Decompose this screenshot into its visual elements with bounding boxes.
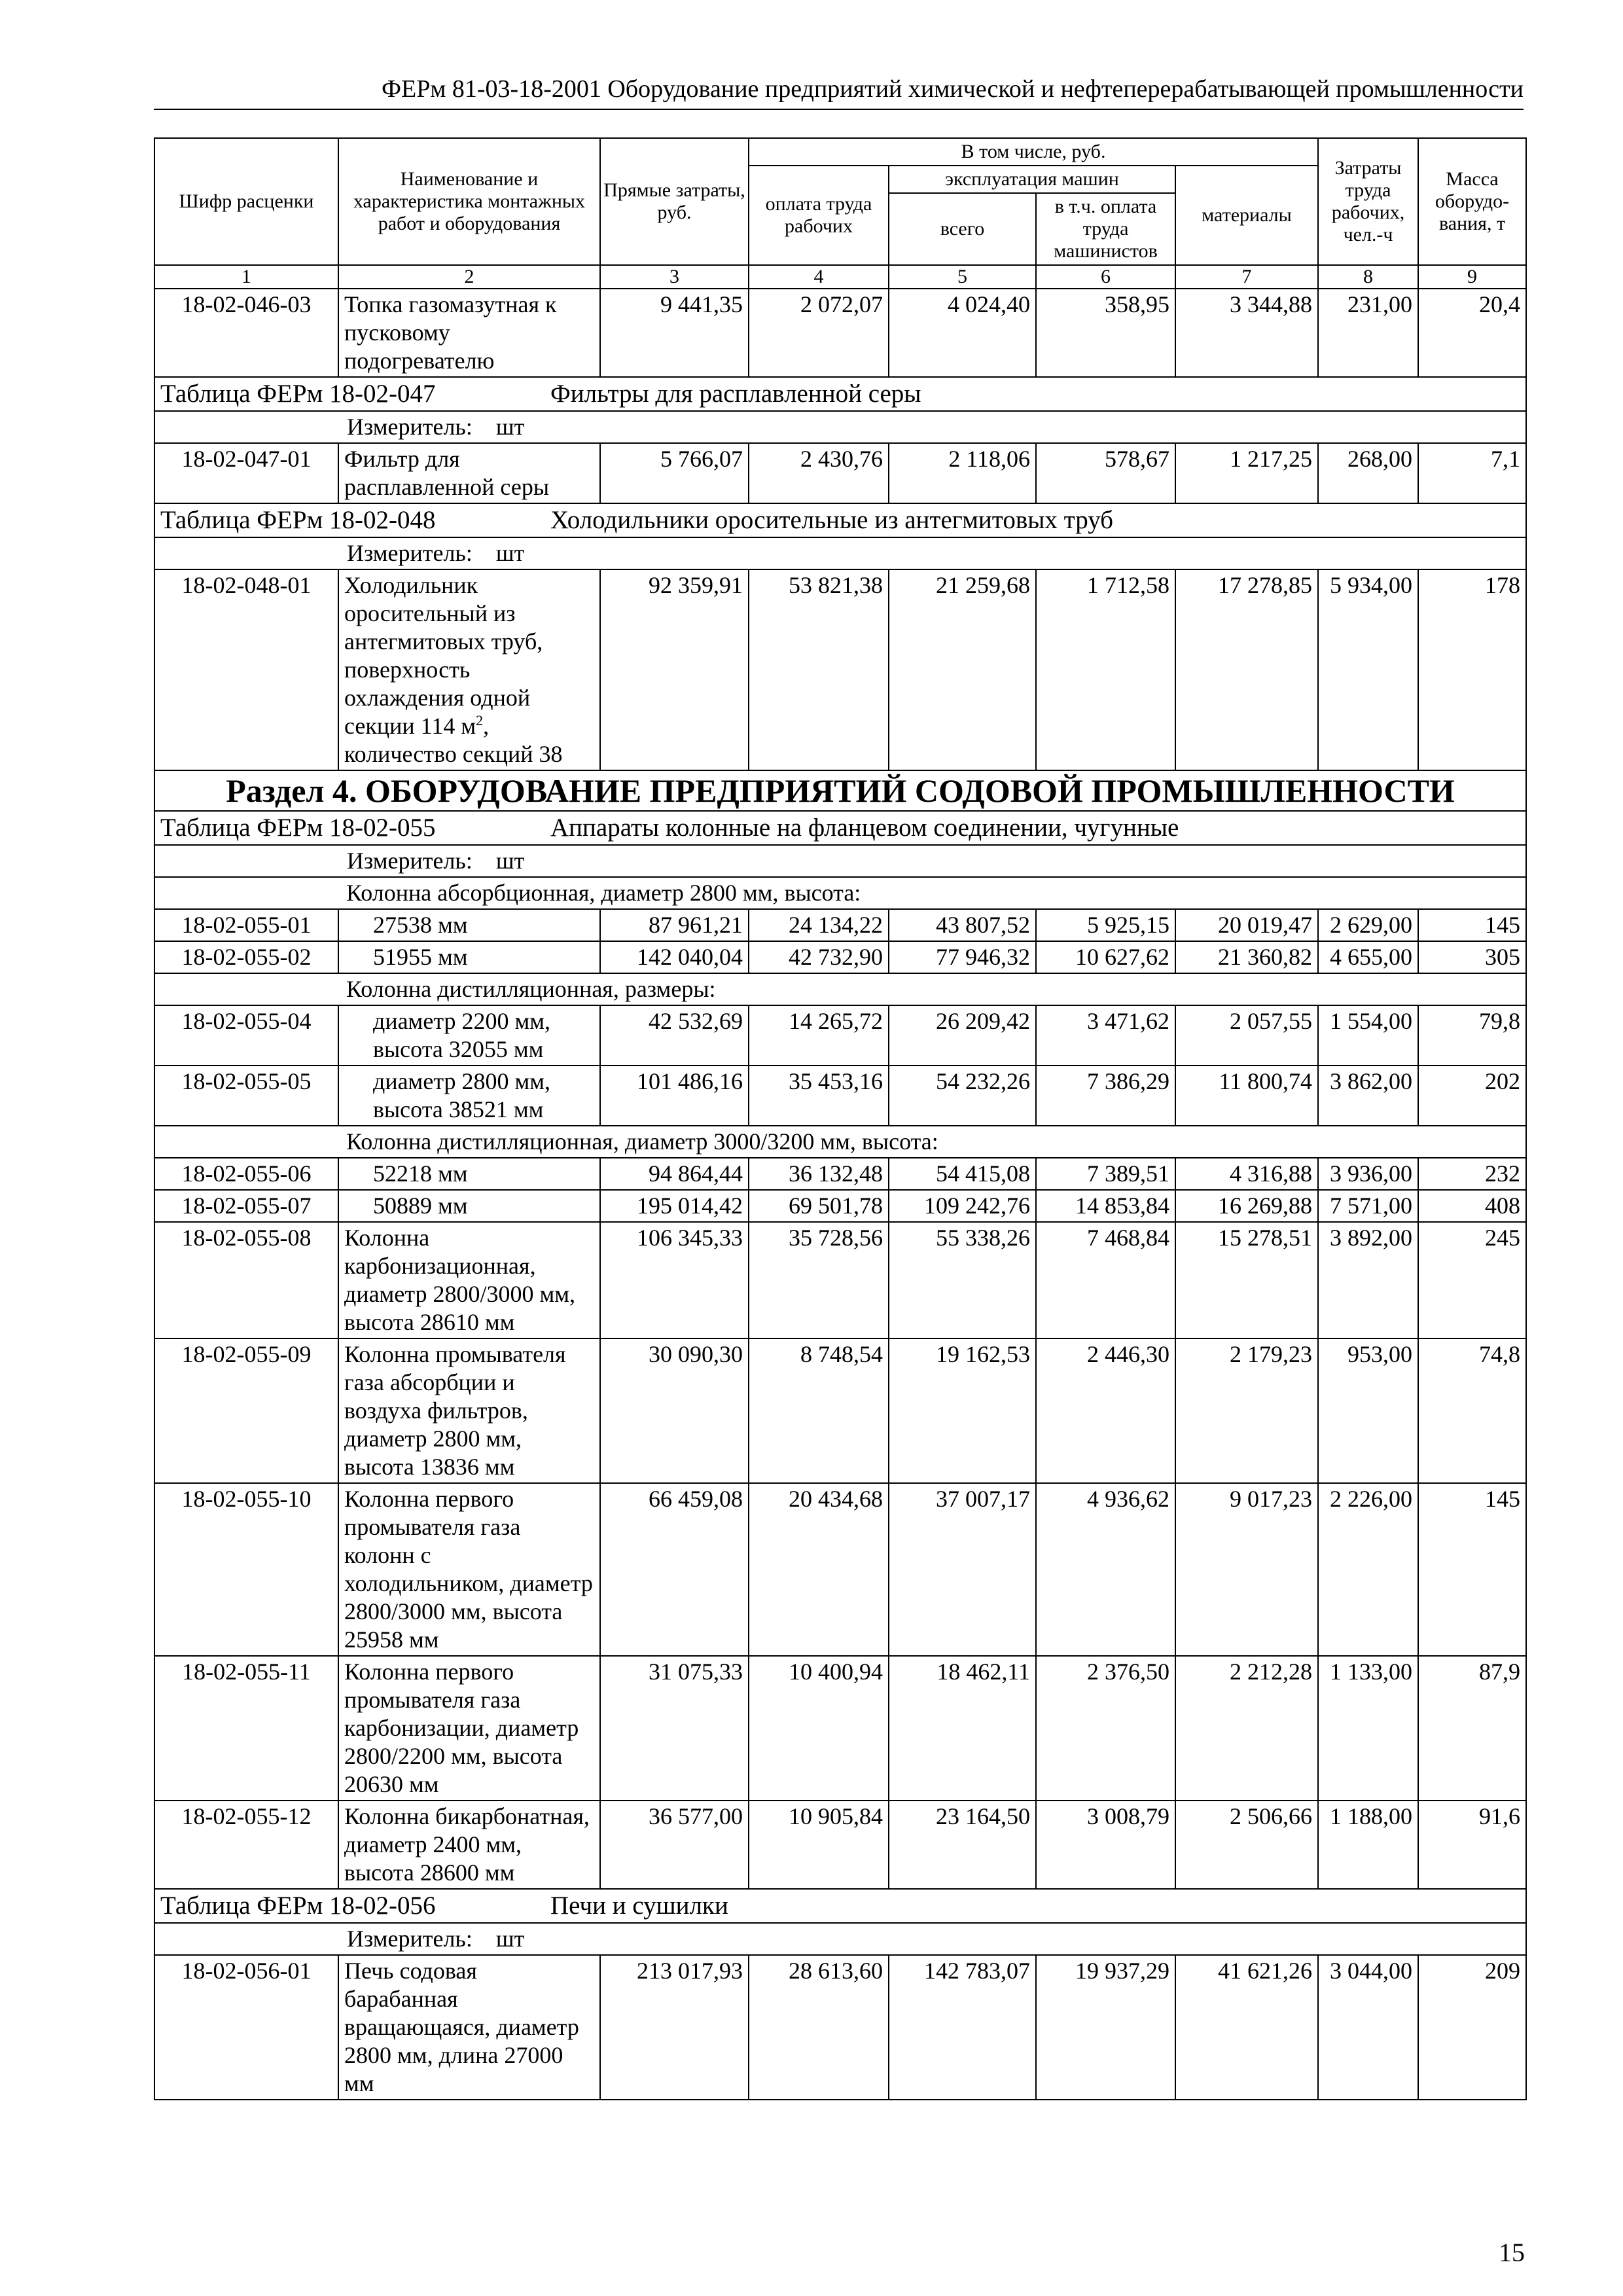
row-mach-wages: 19 937,29 bbox=[1036, 1955, 1175, 2100]
table-title: Фильтры для расплавленной серы bbox=[550, 380, 921, 408]
table-row bbox=[154, 1656, 1526, 1801]
row-name: 51955 мм bbox=[338, 941, 600, 973]
unit-label: Измеритель: bbox=[347, 414, 473, 440]
row-labor: 4 655,00 bbox=[1318, 941, 1418, 973]
row-materials: 4 316,88 bbox=[1175, 1158, 1318, 1190]
unit-row bbox=[154, 845, 1526, 877]
row-name: Колонна карбонизационная, диаметр 2800/3000 мм, высота 28610 мм bbox=[338, 1222, 600, 1338]
row-mach-wages: 4 936,62 bbox=[1036, 1483, 1175, 1656]
col-header-name: Наименование и характеристика монтажных работ и оборудования bbox=[338, 138, 600, 265]
row-materials: 17 278,85 bbox=[1175, 569, 1318, 770]
col-number: 1 bbox=[154, 265, 338, 289]
row-mach-total: 54 415,08 bbox=[889, 1158, 1036, 1190]
row-mass: 20,4 bbox=[1418, 289, 1526, 377]
row-direct: 213 017,93 bbox=[600, 1955, 749, 2100]
row-materials: 41 621,26 bbox=[1175, 1955, 1318, 2100]
row-name: диаметр 2800 мм, высота 38521 мм bbox=[338, 1066, 600, 1126]
table-title-row bbox=[154, 377, 1526, 411]
row-direct: 142 040,04 bbox=[600, 941, 749, 973]
row-direct: 87 961,21 bbox=[600, 909, 749, 941]
row-code: 18-02-056-01 bbox=[154, 1955, 338, 2100]
table-row bbox=[154, 289, 1526, 377]
page-number: 15 bbox=[1499, 2238, 1525, 2267]
row-direct: 36 577,00 bbox=[600, 1801, 749, 1889]
table-row bbox=[154, 443, 1526, 503]
row-direct: 42 532,69 bbox=[600, 1005, 749, 1066]
row-labor: 953,00 bbox=[1318, 1338, 1418, 1483]
section-title: Раздел 4. ОБОРУДОВАНИЕ ПРЕДПРИЯТИЙ СОДОВОЙ ПРОМЫШЛЕННОСТИ bbox=[154, 770, 1526, 811]
row-mass: 91,6 bbox=[1418, 1801, 1526, 1889]
row-mach-wages: 358,95 bbox=[1036, 289, 1175, 377]
col-header-code: Шифр расценки bbox=[154, 138, 338, 265]
row-wages: 28 613,60 bbox=[749, 1955, 889, 2100]
row-mach-total: 18 462,11 bbox=[889, 1656, 1036, 1801]
row-mass: 209 bbox=[1418, 1955, 1526, 2100]
row-code: 18-02-046-03 bbox=[154, 289, 338, 377]
row-code: 18-02-055-10 bbox=[154, 1483, 338, 1656]
table-row bbox=[154, 1222, 1526, 1338]
row-labor: 268,00 bbox=[1318, 443, 1418, 503]
unit-value: шт bbox=[495, 540, 525, 566]
row-mach-total: 23 164,50 bbox=[889, 1801, 1036, 1889]
group-row bbox=[154, 973, 1526, 1005]
row-materials: 15 278,51 bbox=[1175, 1222, 1318, 1338]
row-code: 18-02-055-07 bbox=[154, 1190, 338, 1222]
row-code: 18-02-055-12 bbox=[154, 1801, 338, 1889]
row-name: 50889 мм bbox=[338, 1190, 600, 1222]
col-header-labor: Затраты труда рабочих, чел.-ч bbox=[1318, 138, 1418, 265]
unit-row bbox=[154, 411, 1526, 443]
table-row bbox=[154, 1955, 1526, 2100]
row-materials: 20 019,47 bbox=[1175, 909, 1318, 941]
col-number: 8 bbox=[1318, 265, 1418, 289]
table-title: Аппараты колонные на фланцевом соединении, чугунные bbox=[550, 814, 1179, 842]
col-number: 9 bbox=[1418, 265, 1526, 289]
row-wages: 36 132,48 bbox=[749, 1158, 889, 1190]
table-code: Таблица ФЕРм 18-02-048 bbox=[160, 506, 436, 534]
row-code: 18-02-047-01 bbox=[154, 443, 338, 503]
row-mach-wages: 7 468,84 bbox=[1036, 1222, 1175, 1338]
table-row bbox=[154, 1158, 1526, 1190]
unit-value: шт bbox=[495, 848, 525, 874]
col-header-including: В том числе, руб. bbox=[749, 138, 1318, 166]
unit-value: шт bbox=[495, 414, 525, 440]
row-name: Фильтр для расплавленной серы bbox=[338, 443, 600, 503]
row-direct: 195 014,42 bbox=[600, 1190, 749, 1222]
row-mach-wages: 2 376,50 bbox=[1036, 1656, 1175, 1801]
row-mass: 245 bbox=[1418, 1222, 1526, 1338]
row-direct: 94 864,44 bbox=[600, 1158, 749, 1190]
row-mach-wages: 10 627,62 bbox=[1036, 941, 1175, 973]
col-header-machines: эксплуатация машин bbox=[889, 166, 1175, 193]
row-mass: 87,9 bbox=[1418, 1656, 1526, 1801]
row-code: 18-02-055-04 bbox=[154, 1005, 338, 1066]
group-title: Колонна дистилляционная, размеры: bbox=[154, 973, 1526, 1005]
row-code: 18-02-055-08 bbox=[154, 1222, 338, 1338]
table-code: Таблица ФЕРм 18-02-056 bbox=[160, 1892, 436, 1920]
unit-label: Измеритель: bbox=[347, 540, 473, 566]
row-mach-wages: 1 712,58 bbox=[1036, 569, 1175, 770]
row-labor: 1 188,00 bbox=[1318, 1801, 1418, 1889]
row-name-text: Холодильник оросительный из антегмитовых труб, поверхность охлаждения одной секции 114 м bbox=[344, 572, 543, 739]
row-name: Колонна первого промывателя газа колонн с холодильником, диаметр 2800/3000 мм, высота 25958 мм bbox=[338, 1483, 600, 1656]
row-code: 18-02-055-02 bbox=[154, 941, 338, 973]
row-wages: 8 748,54 bbox=[749, 1338, 889, 1483]
row-labor: 3 862,00 bbox=[1318, 1066, 1418, 1126]
row-mass: 178 bbox=[1418, 569, 1526, 770]
row-labor: 3 892,00 bbox=[1318, 1222, 1418, 1338]
row-direct: 92 359,91 bbox=[600, 569, 749, 770]
row-mass: 74,8 bbox=[1418, 1338, 1526, 1483]
row-name: Топка газомазутная к пусковому подогревателю bbox=[338, 289, 600, 377]
table-row bbox=[154, 569, 1526, 770]
row-mach-total: 19 162,53 bbox=[889, 1338, 1036, 1483]
row-mass: 305 bbox=[1418, 941, 1526, 973]
row-wages: 35 728,56 bbox=[749, 1222, 889, 1338]
unit-row bbox=[154, 537, 1526, 569]
row-materials: 2 506,66 bbox=[1175, 1801, 1318, 1889]
col-header-machines-total: всего bbox=[889, 193, 1036, 265]
row-materials: 16 269,88 bbox=[1175, 1190, 1318, 1222]
superscript: 2 bbox=[476, 712, 484, 728]
row-mach-total: 109 242,76 bbox=[889, 1190, 1036, 1222]
unit-value: шт bbox=[495, 1926, 525, 1952]
row-materials: 11 800,74 bbox=[1175, 1066, 1318, 1126]
row-mach-total: 4 024,40 bbox=[889, 289, 1036, 377]
row-labor: 2 226,00 bbox=[1318, 1483, 1418, 1656]
row-labor: 1 133,00 bbox=[1318, 1656, 1418, 1801]
row-materials: 1 217,25 bbox=[1175, 443, 1318, 503]
row-mach-wages: 5 925,15 bbox=[1036, 909, 1175, 941]
row-mass: 145 bbox=[1418, 1483, 1526, 1656]
row-name: Колонна бикарбонатная, диаметр 2400 мм, высота 28600 мм bbox=[338, 1801, 600, 1889]
row-labor: 2 629,00 bbox=[1318, 909, 1418, 941]
row-mach-total: 37 007,17 bbox=[889, 1483, 1036, 1656]
row-direct: 30 090,30 bbox=[600, 1338, 749, 1483]
row-mach-wages: 14 853,84 bbox=[1036, 1190, 1175, 1222]
table-row bbox=[154, 941, 1526, 973]
row-wages: 69 501,78 bbox=[749, 1190, 889, 1222]
row-wages: 35 453,16 bbox=[749, 1066, 889, 1126]
unit-label: Измеритель: bbox=[347, 848, 473, 874]
table-row bbox=[154, 1483, 1526, 1656]
row-code: 18-02-055-01 bbox=[154, 909, 338, 941]
row-wages: 2 430,76 bbox=[749, 443, 889, 503]
col-number: 6 bbox=[1036, 265, 1175, 289]
row-mach-total: 21 259,68 bbox=[889, 569, 1036, 770]
col-header-materials: материалы bbox=[1175, 166, 1318, 265]
row-mass: 202 bbox=[1418, 1066, 1526, 1126]
row-direct: 106 345,33 bbox=[600, 1222, 749, 1338]
table-title-row bbox=[154, 1889, 1526, 1923]
col-number: 2 bbox=[338, 265, 600, 289]
row-wages: 20 434,68 bbox=[749, 1483, 889, 1656]
row-materials: 21 360,82 bbox=[1175, 941, 1318, 973]
row-labor: 1 554,00 bbox=[1318, 1005, 1418, 1066]
row-labor: 7 571,00 bbox=[1318, 1190, 1418, 1222]
row-code: 18-02-055-09 bbox=[154, 1338, 338, 1483]
row-materials: 2 212,28 bbox=[1175, 1656, 1318, 1801]
row-mach-total: 26 209,42 bbox=[889, 1005, 1036, 1066]
row-materials: 2 057,55 bbox=[1175, 1005, 1318, 1066]
row-mach-total: 2 118,06 bbox=[889, 443, 1036, 503]
table-row bbox=[154, 1338, 1526, 1483]
group-row bbox=[154, 877, 1526, 909]
col-header-mass: Масса оборудо-вания, т bbox=[1418, 138, 1526, 265]
table-row bbox=[154, 909, 1526, 941]
row-mach-total: 55 338,26 bbox=[889, 1222, 1036, 1338]
table-title: Печи и сушилки bbox=[550, 1892, 728, 1920]
row-code: 18-02-055-06 bbox=[154, 1158, 338, 1190]
row-mach-wages: 7 386,29 bbox=[1036, 1066, 1175, 1126]
row-direct: 101 486,16 bbox=[600, 1066, 749, 1126]
table-row bbox=[154, 1005, 1526, 1066]
row-mach-total: 43 807,52 bbox=[889, 909, 1036, 941]
row-labor: 5 934,00 bbox=[1318, 569, 1418, 770]
row-wages: 14 265,72 bbox=[749, 1005, 889, 1066]
table-title-row bbox=[154, 503, 1526, 537]
col-number: 4 bbox=[749, 265, 889, 289]
row-mass: 7,1 bbox=[1418, 443, 1526, 503]
row-code: 18-02-055-05 bbox=[154, 1066, 338, 1126]
row-direct: 31 075,33 bbox=[600, 1656, 749, 1801]
section-row bbox=[154, 770, 1526, 811]
table-row bbox=[154, 1066, 1526, 1126]
row-labor: 3 044,00 bbox=[1318, 1955, 1418, 2100]
row-labor: 231,00 bbox=[1318, 289, 1418, 377]
unit-row bbox=[154, 1923, 1526, 1955]
table-code: Таблица ФЕРм 18-02-047 bbox=[160, 380, 436, 408]
row-mach-wages: 3 471,62 bbox=[1036, 1005, 1175, 1066]
row-mach-total: 77 946,32 bbox=[889, 941, 1036, 973]
col-header-wages: оплата труда рабочих bbox=[749, 166, 889, 265]
row-wages: 42 732,90 bbox=[749, 941, 889, 973]
group-row bbox=[154, 1126, 1526, 1158]
table-title: Холодильники оросительные из антегмитовых труб bbox=[550, 506, 1114, 534]
row-mach-wages: 2 446,30 bbox=[1036, 1338, 1175, 1483]
group-title: Колонна дистилляционная, диаметр 3000/3200 мм, высота: bbox=[154, 1126, 1526, 1158]
row-name: 27538 мм bbox=[338, 909, 600, 941]
row-name: Колонна первого промывателя газа карбонизации, диаметр 2800/2200 мм, высота 20630 мм bbox=[338, 1656, 600, 1801]
row-name: Печь содовая барабанная вращающаяся, диаметр 2800 мм, длина 27000 мм bbox=[338, 1955, 600, 2100]
row-mach-wages: 578,67 bbox=[1036, 443, 1175, 503]
col-header-direct: Прямые затраты, руб. bbox=[600, 138, 749, 265]
table-title-row bbox=[154, 811, 1526, 845]
row-wages: 10 905,84 bbox=[749, 1801, 889, 1889]
row-materials: 9 017,23 bbox=[1175, 1483, 1318, 1656]
table-row bbox=[154, 1190, 1526, 1222]
row-labor: 3 936,00 bbox=[1318, 1158, 1418, 1190]
row-direct: 5 766,07 bbox=[600, 443, 749, 503]
page-header: ФЕРм 81-03-18-2001 Оборудование предприятий химической и нефтеперерабатывающей промышленности bbox=[154, 73, 1524, 110]
row-mass: 145 bbox=[1418, 909, 1526, 941]
col-number: 5 bbox=[889, 265, 1036, 289]
row-code: 18-02-055-11 bbox=[154, 1656, 338, 1801]
table-row bbox=[154, 1801, 1526, 1889]
row-mach-wages: 7 389,51 bbox=[1036, 1158, 1175, 1190]
row-materials: 3 344,88 bbox=[1175, 289, 1318, 377]
row-name bbox=[338, 569, 600, 770]
col-number: 7 bbox=[1175, 265, 1318, 289]
row-mach-total: 142 783,07 bbox=[889, 1955, 1036, 2100]
row-name-text: , количество секций 38 bbox=[344, 713, 563, 767]
row-direct: 66 459,08 bbox=[600, 1483, 749, 1656]
group-title: Колонна абсорбционная, диаметр 2800 мм, высота: bbox=[154, 877, 1526, 909]
row-direct: 9 441,35 bbox=[600, 289, 749, 377]
col-number: 3 bbox=[600, 265, 749, 289]
row-mass: 79,8 bbox=[1418, 1005, 1526, 1066]
row-mass: 232 bbox=[1418, 1158, 1526, 1190]
col-header-machines-wages: в т.ч. оплата труда машинистов bbox=[1036, 193, 1175, 265]
row-code: 18-02-048-01 bbox=[154, 569, 338, 770]
table-code: Таблица ФЕРм 18-02-055 bbox=[160, 814, 436, 842]
row-name: 52218 мм bbox=[338, 1158, 600, 1190]
row-mach-total: 54 232,26 bbox=[889, 1066, 1036, 1126]
rates-table bbox=[154, 137, 1527, 2100]
row-wages: 24 134,22 bbox=[749, 909, 889, 941]
row-wages: 2 072,07 bbox=[749, 289, 889, 377]
row-wages: 10 400,94 bbox=[749, 1656, 889, 1801]
row-name: Колонна промывателя газа абсорбции и воздуха фильтров, диаметр 2800 мм, высота 13836 мм bbox=[338, 1338, 600, 1483]
row-materials: 2 179,23 bbox=[1175, 1338, 1318, 1483]
row-mass: 408 bbox=[1418, 1190, 1526, 1222]
row-wages: 53 821,38 bbox=[749, 569, 889, 770]
unit-label: Измеритель: bbox=[347, 1926, 473, 1952]
row-name: диаметр 2200 мм, высота 32055 мм bbox=[338, 1005, 600, 1066]
row-mach-wages: 3 008,79 bbox=[1036, 1801, 1175, 1889]
